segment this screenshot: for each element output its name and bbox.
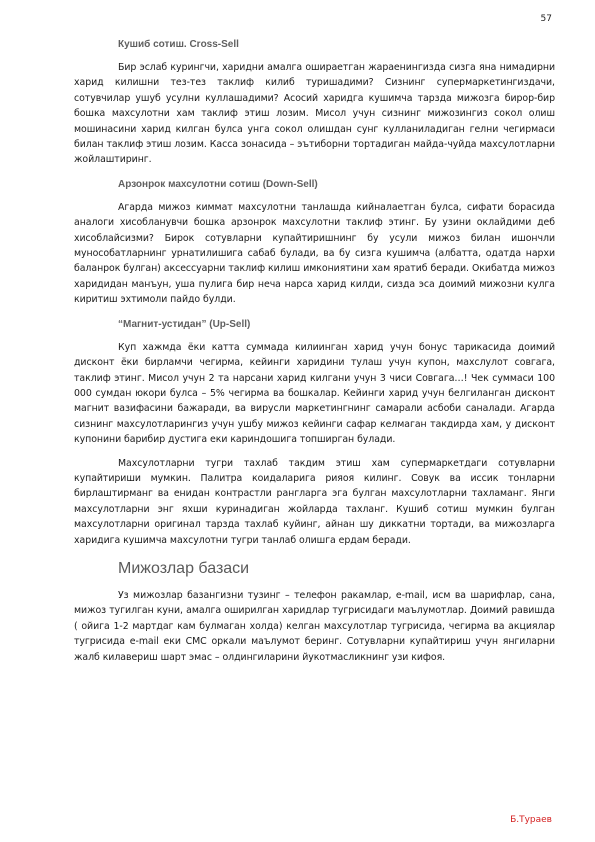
section-heading-up-sell: “Магнит-устидан” (Up-Sell)	[118, 318, 251, 330]
author-signature: Б.Тураев	[510, 815, 552, 825]
section-customer-base	[74, 558, 555, 665]
section-up-sell	[74, 318, 555, 548]
page-number: 57	[540, 14, 552, 24]
paragraph-cross-sell: Бир эслаб курингчи, харидни амалга оширaетган жараенингизда сизга яна нимадирни харид килишни тез-тез таклиф килиб туришадими? Сизнинг супермаркетингиздачи, сотувчилар ушуб усулни куллашадими? Асосий харидга кушимча тарзда мижозга бирор-бир бошка махсулотни хам таклиф этиш лозим. Мисол учун сизнинг мижозингиз сокол олиш мошинасини харид килган булса унга сокол олишдан сунг кулланиладиган гелни чегирмаси билан таклиф этиш лозим. Касса зонасида – эътиборни тортадиган майда-чуйда махсулотларни жойлаштиринг.	[74, 62, 555, 166]
paragraph-down-sell: Агарда мижоз киммат махсулотни танлашда кийналаетган булса, сифати борасида аналоги хисобланувчи бошка арзонрок махсулотни таклиф этинг. Бу узини оклайдими деб хисоблайсизми? Бирок сотувларни купайтиришнинг бу усули мижоз билан ишончли мунособатларнинг урнатилишига сабаб булади, ва бу сизга кушимча (албатта, одатда нархи баланрок булган) аксессуарни таклиф килиш имкониятини хам яратиб беради. Окибатда мижоз харидидан манъун, уша пулига бир неча нарса харид килди, сизда эса доимий мижозни кулга киритиш эхтимоли пайдо булди.	[74, 201, 555, 306]
section-heading-cross-sell: Кушиб сотиш. Cross-Sell	[118, 39, 239, 50]
section-heading-down-sell: Арзонрок махсулотни сотиш (Down-Sell)	[118, 178, 318, 190]
paragraph-up-sell-2: Махсулотларни тугри тахлаб такдим этиш хам супермаркетдаги сотувларни купайтириши мумкин. Палитра коидаларига рияоя килинг. Совук ва иссик тонларни бирлаштирманг ва енидан контрастли рангларга эга булган махсулотларни тахламанг. Янги махсулотларни энг яхши куринадиган жойларда тахланг. Кушиб сотиш мумкин булган махсулотларни оригинал тарзда тахлаб куйинг, айнан шу диккатни тортади, ва мижозларга харидига кушимча махсулотни тугри танлаб олишга ердам беради.	[74, 457, 555, 546]
document-body	[74, 38, 555, 665]
paragraph-customer-base: Уз мижозлар базангизни тузинг – телефон ракамлар, e-mail, исм ва шарифлар, сана, мижоз тугилган куни, амалга оширилган харидлар тугрисидаги маълумотлар. Доимий равишда ( ойига 1-2 мартдаг кам булмаган холда) келган махсулотлар тугрисида, чегирма ва акциялар тугрисида e-mail еки СМС оркали маълумот беринг. Сотувларни купайтириш учун янгиларни жалб килавериш шарт эмас – олдингиларини йукотмасликнинг узи кифоя.	[74, 589, 555, 663]
section-down-sell	[74, 178, 555, 308]
paragraph-up-sell-1: Куп хажмда ёки катта суммада килиинган харид учун бонус тарикасида доимий дисконт ёки бирламчи чегирма, кейинги харидини тулаш учун купон, махслулот совгага, таклиф этинг. Мисол учун 2 та нарсани харид килгани учун 3 чиси Совгага…! Чек суммаси 100 000 сумдан юкори булса – 5% чегирма ва бошкалар. Кейинги харид учун белгиланган дисконт магнит вазифасини бажаради, ва вирусли маркетингнинг самарали асбоби саналади. Агарда сизнинг махсулотларингиз учун ушбу мижоз кейинги сафар келмаган такдирда хам, у дисконт купонини барибир дустига еки кариндошига топширган булади.	[74, 341, 555, 446]
section-title-customer-base: Мижозлар базаси	[118, 559, 250, 577]
section-cross-sell	[74, 38, 555, 168]
